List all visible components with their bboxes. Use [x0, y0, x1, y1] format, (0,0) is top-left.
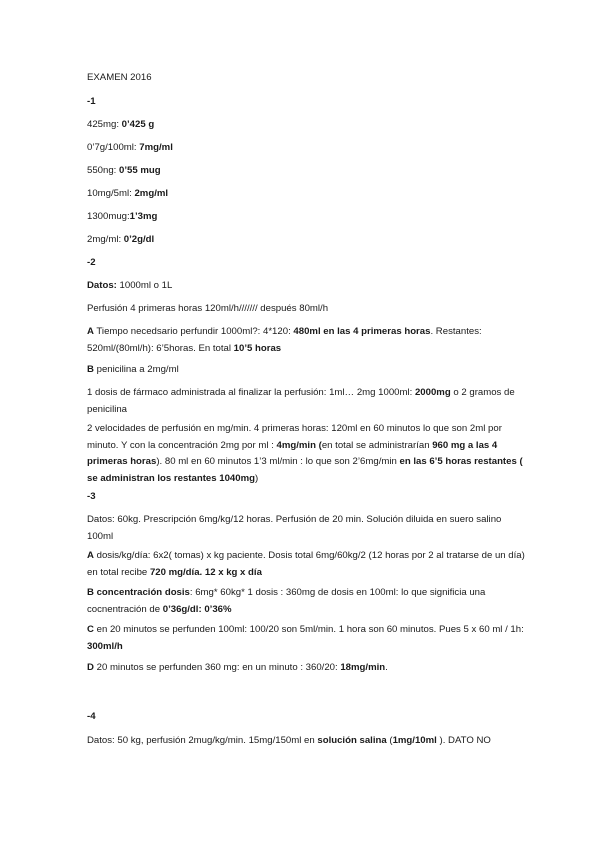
- section-4-heading: -4: [87, 711, 96, 722]
- answer-3a: A dosis/kg/día: 6x2( tomas) x kg paciente. Dosis total 6mg/60kg/2 (12 horas por 2 al tratarse de un día) en total recibe 720 mg/día. 12 x kg x día: [87, 550, 525, 578]
- conversion-3: 550ng: 0’55 mug: [87, 165, 161, 176]
- section-3-datos: Datos: 60kg. Prescripción 6mg/kg/12 horas. Perfusión de 20 min. Solución diluida en suero salino 100ml: [87, 514, 502, 542]
- answer-3d: D 20 minutos se perfunden 360 mg: en un minuto : 360/20: 18mg/min.: [87, 662, 388, 673]
- conversion-4: 10mg/5ml: 2mg/ml: [87, 188, 169, 199]
- section-2-datos: Datos: 1000ml o 1L: [87, 280, 173, 291]
- conversion-6: 2mg/ml: 0’2g/dl: [87, 234, 155, 245]
- answer-3b: B concentración dosis: 6mg* 60kg* 1 dosis : 360mg de dosis en 100ml: lo que significia una cocnentración de 0’36g/dl: 0’36%: [87, 587, 486, 615]
- dosis-paragraph: 1 dosis de fármaco administrada al finalizar la perfusión: 1ml… 2mg 1000ml: 2000mg o 2 gramos de penicilina: [87, 387, 515, 415]
- answer-3c: C en 20 minutos se perfunden 100ml: 100/20 son 5ml/min. 1 hora son 60 minutos. Pues 5 x 60 ml / 1h: 300ml/h: [87, 624, 524, 652]
- section-1-heading: -1: [87, 96, 96, 107]
- section-3-heading: -3: [87, 491, 96, 502]
- section-2-heading: -2: [87, 257, 96, 268]
- conversion-5: 1300mug:1’3mg: [87, 211, 158, 222]
- answer-2a: A Tiempo necedsario perfundir 1000ml?: 4*120: 480ml en las 4 primeras horas. Restantes: 520ml/(80ml/h): 6’5horas. En total 10’5 horas: [87, 326, 482, 354]
- velocidades-paragraph: 2 velocidades de perfusión en mg/min. 4 primeras horas: 120ml en 60 minutos lo que son 2ml por minuto. Y con la concentración 2mg por ml : 4mg/min (en total se administrarían 960 mg a las 4 primeras horas). 80 ml en 60 minutos 1’3 ml/min : lo que son 2’6mg/min en las 6’5 horas restantes ( se administran los restantes 1040mg): [87, 423, 523, 484]
- conversion-2: 0’7g/100ml: 7mg/ml: [87, 142, 173, 153]
- section-4-datos: Datos: 50 kg, perfusión 2mug/kg/min. 15mg/150ml en solución salina (1mg/10ml ). DATO NO: [87, 735, 491, 746]
- exam-title: EXAMEN 2016: [87, 72, 152, 83]
- perfusion-description: Perfusión 4 primeras horas 120ml/h/////// después 80ml/h: [87, 303, 329, 314]
- conversion-1: 425mg: 0’425 g: [87, 119, 155, 130]
- answer-2b: B penicilina a 2mg/ml: [87, 364, 179, 375]
